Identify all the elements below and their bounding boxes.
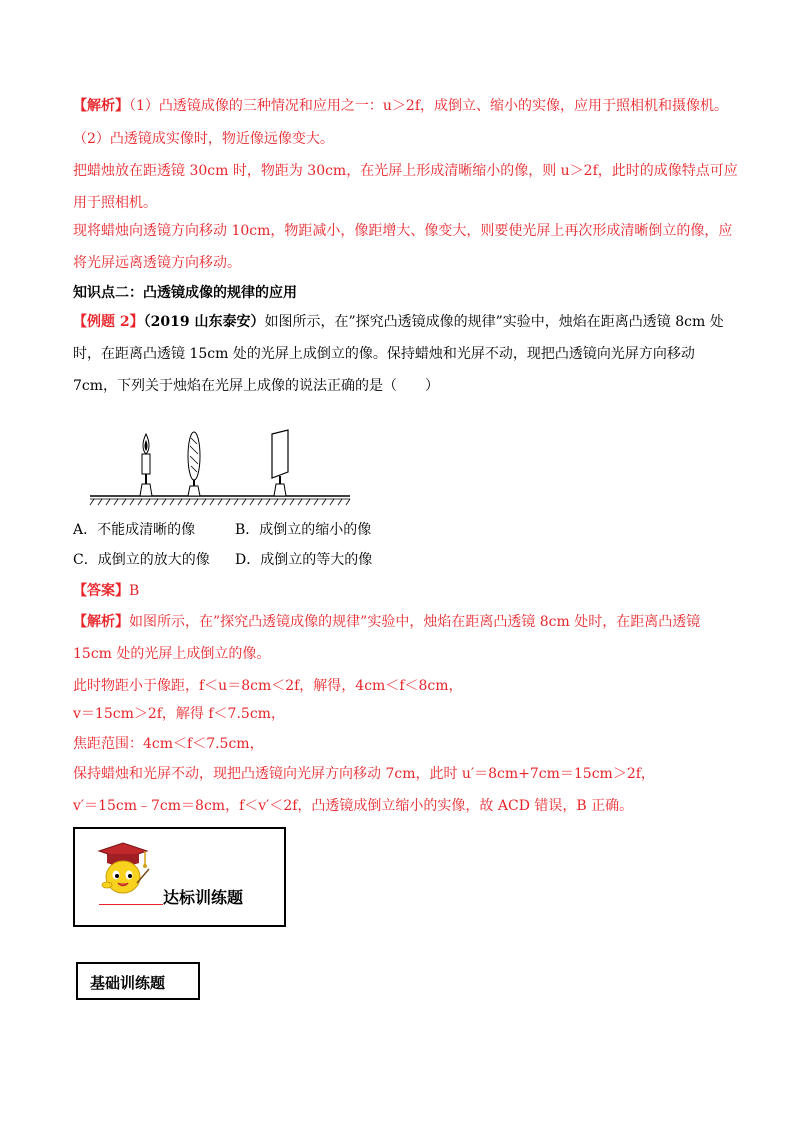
example-label: 【例题 2】 [73,314,144,330]
analysis-1-line-5: 现将蜡烛向透镜方向移动 10cm，物距减小，像距增大、像变大，则要使光屏上再次形成清晰倒立的像，应 [73,223,733,239]
convex-lens-icon [188,432,200,496]
option-d: D．成倒立的等大的像 [235,552,373,568]
analysis-2-line-7: v′＝15cm﹣7cm＝8cm，f＜v′＜2f，凸透镜成倒立缩小的实像，故 ACD 错误，B 正确。 [73,798,634,814]
analysis-1-line-2: （2）凸透镜成实像时，物近像远像变大。 [73,131,334,147]
graduate-mascot-icon [93,839,155,901]
analysis-2-line-1 [73,612,700,632]
example-line-2: 时，在距离凸透镜 15cm 处的光屏上成倒立的像。保持蜡烛和光屏不动，现把凸透镜向光屏方向移动 [73,346,695,362]
optical-bench-figure [88,428,353,508]
option-b: B．成倒立的缩小的像 [235,522,372,538]
section-heading: 知识点二：凸透镜成像的规律的应用 [73,285,297,301]
analysis-2-label: 【解析】 [73,614,129,630]
answer-label: 【答案】 [73,583,129,599]
analysis-label: 【解析】 [73,98,129,114]
analysis-1-line-1 [73,96,728,116]
option-a: A．不能成清晰的像 [73,522,196,538]
analysis-2-line-3: 此时物距小于像距，f＜u＝8cm＜2f，解得，4cm＜f＜8cm， [73,678,463,694]
analysis-1-line-4: 用于照相机。 [73,195,157,211]
example-line-1 [73,312,724,332]
banner-title: 达标训练题 [163,888,244,907]
answer-line [73,581,139,601]
example-text-1: 如图所示，在”探究凸透镜成像的规律”实验中，烛焰在距离凸透镜 8cm 处 [264,314,724,330]
analysis-2-line-2: 15cm 处的光屏上成倒立的像。 [73,646,271,662]
basic-training-title: 基础训练题 [90,974,166,992]
analysis-1-line-3: 把蜡烛放在距透镜 30cm 时，物距为 30cm，在光屏上形成清晰缩小的像，则 u＞2f，此时的成像特点可应 [73,163,738,179]
example-source: （2019 山东泰安） [143,314,265,330]
example-line-3: 7cm，下列关于烛焰在光屏上成像的说法正确的是（ ） [73,378,440,394]
analysis-2-line-4: v＝15cm＞2f，解得 f＜7.5cm， [73,706,285,722]
screen-icon [272,430,288,496]
option-c: C．成倒立的放大的像 [73,552,210,568]
analysis-2-line-5: 焦距范围：4cm＜f＜7.5cm， [73,736,264,752]
analysis-2-line-6: 保持蜡烛和光屏不动，现把凸透镜向光屏方向移动 7cm，此时 u′＝8cm+7cm＝15cm＞2f， [73,766,655,782]
analysis-1-line-6: 将光屏远离透镜方向移动。 [73,255,241,271]
optical-bench-base [90,496,350,505]
basic-training-box [76,962,200,1000]
analysis-1-text-1: （1）凸透镜成像的三种情况和应用之一：u＞2f，成倒立、缩小的实像，应用于照相机和摄像机。 [129,98,729,114]
answer-value: B [129,583,140,599]
banner-underline [99,904,163,905]
practice-banner [73,827,286,927]
candle-icon [140,434,152,496]
analysis-2-text-1: 如图所示，在”探究凸透镜成像的规律”实验中，烛焰在距离凸透镜 8cm 处时，在距离凸透镜 [129,614,701,630]
